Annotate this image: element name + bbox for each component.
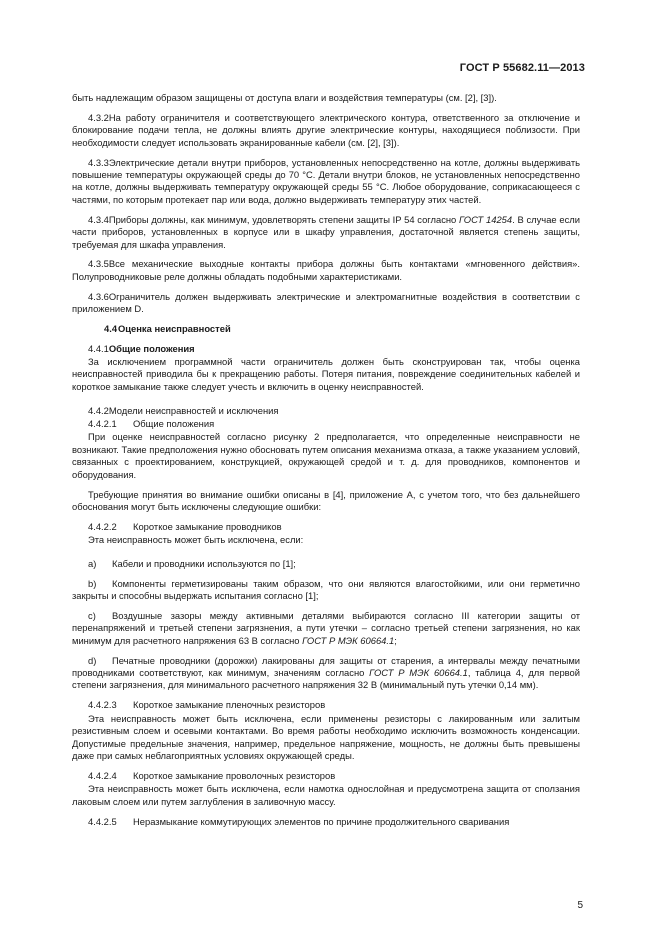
section-heading-4-4: 4.4Оценка неисправностей	[104, 323, 231, 335]
section-heading-4-4-2-3: 4.4.2.3 Короткое замыкание пленочных резисторов	[88, 699, 326, 711]
section-heading-4-4-2-4: 4.4.2.4 Короткое замыкание проволочных резисторов	[88, 769, 336, 781]
standard-reference: ГОСТ Р МЭК 60664.1	[302, 634, 395, 646]
paragraph-4-3-6: 4.3.6Ограничитель должен выдерживать электрические и электромагнитные воздействия в соответствии с приложением D.	[72, 290, 580, 315]
page-header: ГОСТ Р 55682.11—2013	[459, 62, 585, 74]
paragraph-4-4-1: За исключением программной части ограничитель должен быть сконструирован так, чтобы оценка неисправностей приводила бы к прекращению работы. Потеря питания, повреждение соединительных кабелей и короткое замыкание также следует учесть и включить в оценку неисправностей.	[72, 355, 580, 392]
paragraph-4-4-2-4: Эта неисправность может быть исключена, если намотка однослойная и предусмотрена защита от сползания лаковым слоем или путем заглубления в заливочную массу.	[72, 783, 580, 807]
paragraph-4-3-4: 4.3.4Приборы должны, как минимум, удовлетворять степени защиты IP 54 согласно ГОСТ 14254. В случае если части приборов, установленных в корпусе или в шкафу управления, достаточной является степень защиты, требуемая для шкафа управления.	[72, 213, 580, 250]
page-number: 5	[577, 900, 583, 911]
paragraph-continuation: быть надлежащим образом защищены от доступа влаги и воздействия температуры (см. [2], [3]).	[72, 92, 497, 103]
section-heading-4-4-2-5: 4.4.2.5 Неразмыкание коммутирующих элементов по причине продолжительного сваривания	[88, 815, 510, 827]
paragraph-4-3-2: 4.3.2На работу ограничителя и соответствующего электрического контура, ответственного за отключение и блокирование подачи тепла, не должны влиять другие электрические контуры, находящиеся поблизости. При необходимости следует использовать экранированные кабели (см. [2], [3]).	[72, 111, 580, 148]
section-heading-4-4-2: 4.4.2Модели неисправностей и исключения	[88, 404, 279, 416]
section-heading-4-4-1: 4.4.1Общие положения	[88, 342, 195, 354]
paragraph-4-4-2-1-b: Требующие принятия во внимание ошибки описаны в [4], приложение А, с учетом того, что без дальнейшего обоснования могут быть исключены следующие ошибки:	[72, 488, 580, 512]
paragraph-4-4-2-3: Эта неисправность может быть исключена, если применены резисторы с лакированным или залитым резистивным слоем и осевыми контактами. Во время работы необходимо исключить возможность конденсации. Допустимые предельные значения, например, предельное напряжение, мощность, не должны быть превышены даже при самых неблагоприятных условиях окружающей среды.	[72, 712, 580, 761]
list-item-c: c) Воздушные зазоры между активными деталями выбираются согласно III категории защиты от перенапряжений и третьей степени загрязнения, а пути утечки – согласно третьей степени загрязнения, но как минимум для расчетного напряжения 63 В согласно ГОСТ Р МЭК 60664.1;	[72, 609, 580, 646]
list-item-a: a) Кабели и проводники используются по [1];	[88, 557, 296, 569]
section-heading-4-4-2-2: 4.4.2.2 Короткое замыкание проводников	[88, 520, 282, 532]
section-heading-4-4-2-1: 4.4.2.1 Общие положения	[88, 418, 215, 430]
page-content	[72, 92, 580, 830]
list-item-b: b) Компоненты герметизированы таким образом, что они являются влагостойкими, или они герметично закрыты и способны выдержать испытания согласно [1];	[72, 577, 580, 601]
paragraph-4-3-3: 4.3.3Электрические детали внутри приборов, установленных непосредственно на котле, должны выдерживать повышение температуры окружающей среды до 70 °С. Детали внутри блоков, не установленных непосредственно на котле, должны выдерживать температуру окружающей среды 55 °С. Любое оборудование, соприкасающееся с частями, по которым протекает пар или вода, должно выдерживать температуру этих частей.	[72, 156, 580, 205]
standard-reference: ГОСТ 14254	[459, 213, 513, 225]
standard-reference: ГОСТ Р МЭК 60664.1	[369, 667, 468, 679]
paragraph-4-4-2-2: Эта неисправность может быть исключена, если:	[88, 534, 304, 546]
paragraph-4-3-5: 4.3.5Все механические выходные контакты прибора должны быть контактами «мгновенного действия». Полупроводниковые реле должны обладать подобными характеристиками.	[72, 258, 580, 282]
paragraph-4-4-2-1-a: При оценке неисправностей согласно рисунку 2 предполагается, что определенные неисправности не возникают. Такие предположения нужно обосновать путем описания механизма отказа, а также указанием условий, связанных с проектированием, конструкцией, окружающей средой и т. д. для проводников, компонентов и оборудования.	[72, 431, 580, 480]
list-item-d: d) Печатные проводники (дорожки) лакированы для защиты от старения, а интервалы между печатными проводниками соответствуют, как минимум, значениям согласно ГОСТ Р МЭК 60664.1, таблица 4, для первой степени загрязнения, для минимального расчетного напряжения 32 В (минимальный путь утечки 0,14 мм).	[72, 654, 581, 691]
